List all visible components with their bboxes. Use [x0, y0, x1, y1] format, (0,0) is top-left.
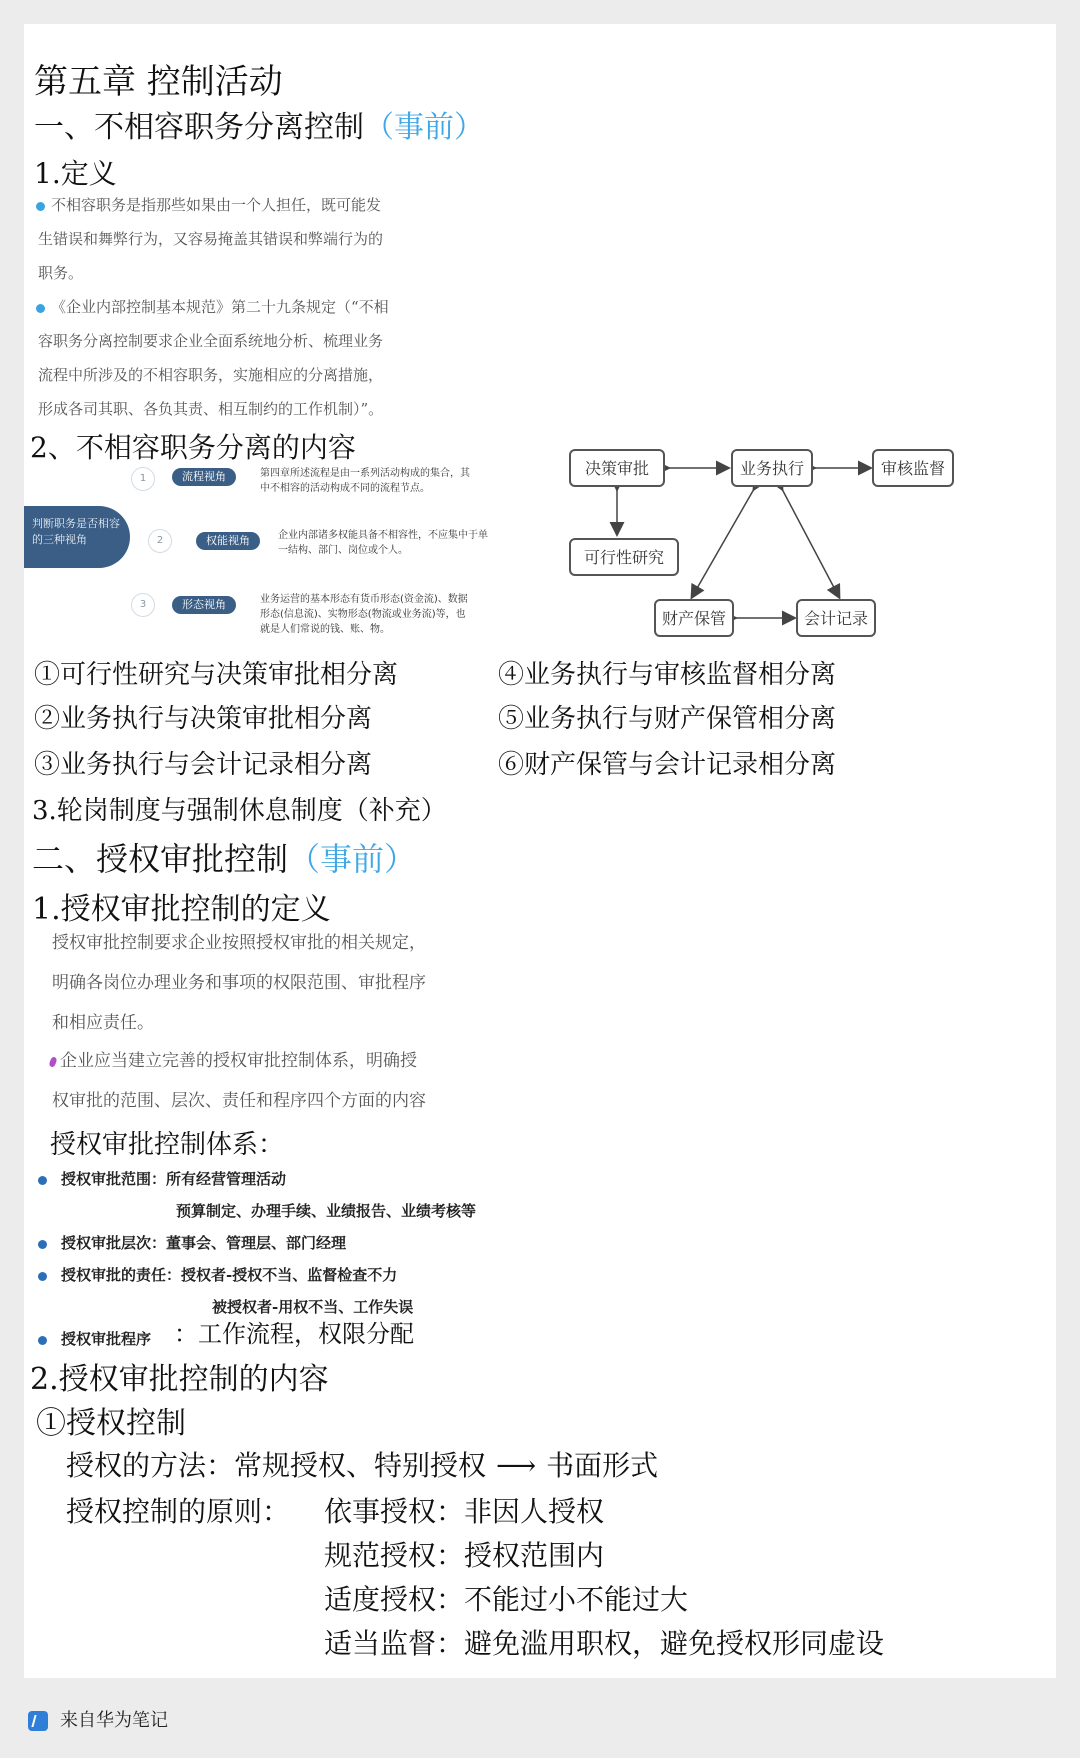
definition-line: 生错误和舞弊行为，又容易掩盖其错误和弊端行为的 [38, 230, 384, 248]
section2-tag: （事前） [288, 840, 417, 878]
box-decision: 决策审批 [569, 449, 665, 487]
section2-heading [32, 834, 416, 880]
system-item: 授权审批程序 [38, 1328, 151, 1349]
chapter-title: 第五章 控制活动 [34, 62, 283, 102]
auth-methods-result: 书面形式 [546, 1449, 659, 1482]
perspective-label: 形态视角 [172, 596, 236, 614]
bullet-dot-icon [36, 304, 45, 313]
auth-methods: 授权的方法：常规授权、特别授权 ⟶ 书面形式 [66, 1449, 659, 1482]
diagram-arrow [782, 489, 839, 597]
perspective-desc: 企业内部诸多权能具备不相容性，不应集中于单一结构、部门、岗位或个人。 [278, 530, 488, 556]
section1-heading [34, 102, 484, 146]
auth-def-heading: 1.授权审批控制的定义 [32, 892, 331, 927]
system-item: 授权审批层次：董事会、管理层、部门经理 [38, 1232, 346, 1253]
system-item-sub: 被授权者-用权不当、工作失误 [212, 1298, 414, 1316]
definition-heading: 1.定义 [34, 157, 117, 190]
definition-line: 职务。 [38, 264, 84, 282]
perspective-desc: 业务运营的基本形态有货币形态(资金流)、数据形态(信息流)、实物形态(物流或业务流)等，也就是人们常说的钱、账、物。 [260, 594, 468, 635]
separation-item: ④业务执行与审核监督相分离 [498, 660, 837, 690]
system-item-sub: 预算制定、办理手续、业绩报告、业绩考核等 [176, 1202, 477, 1220]
box-feasibility: 可行性研究 [569, 538, 679, 576]
section2-title: 二、授权审批控制 [32, 840, 289, 878]
bullet-dot-icon [48, 1056, 57, 1067]
box-accounting: 会计记录 [796, 599, 876, 637]
content-heading: 2、不相容职务分离的内容 [30, 431, 356, 464]
separation-item: ①可行性研究与决策审批相分离 [34, 660, 399, 690]
principle-item: 适度授权：不能过小不能过大 [324, 1583, 689, 1616]
program-note: ：工作流程，权限分配 [174, 1320, 414, 1348]
separation-item: ⑤业务执行与财产保管相分离 [498, 704, 837, 734]
separation-item: ⑥财产保管与会计记录相分离 [498, 750, 837, 780]
perspective-desc: 第四章所述流程是由一系列活动构成的集合，其中不相容的活动构成不同的流程节点。 [260, 468, 470, 494]
auth-def-line: 权审批的范围、层次、责任和程序四个方面的内容 [52, 1091, 426, 1111]
footer-source [28, 1706, 168, 1732]
system-item: 授权审批的责任：授权者-授权不当、监督检查不力 [38, 1264, 397, 1285]
perspective-label: 流程视角 [172, 468, 236, 486]
principles-label: 授权控制的原则： [66, 1495, 291, 1528]
diagram-arrow [692, 489, 754, 597]
auth-control-heading: ①授权控制 [36, 1406, 186, 1441]
footer-text: 来自华为笔记 [60, 1710, 168, 1731]
bullet-dot-icon [38, 1272, 47, 1281]
bullet-dot-icon [38, 1336, 47, 1345]
perspective-main-label: 判断职务是否相容的三种视角 [24, 506, 130, 568]
definition-line: 流程中所涉及的不相容职务，实施相应的分离措施， [38, 366, 384, 384]
section1-title: 一、不相容职务分离控制 [34, 110, 364, 145]
principle-item: 适当监督：避免滥用职权，避免授权形同虚设 [324, 1627, 885, 1660]
box-custody: 财产保管 [654, 599, 734, 637]
perspective-number: 3 [131, 593, 155, 617]
principle-item: 规范授权：授权范围内 [324, 1539, 605, 1572]
auth-def-line: 明确各岗位办理业务和事项的权限范围、审批程序 [52, 973, 426, 993]
bullet-dot-icon [38, 1176, 47, 1185]
bullet-dot-icon [38, 1240, 47, 1249]
definition-line: 《企业内部控制基本规范》第二十九条规定（“不相 [36, 296, 389, 317]
definition-line: 形成各司其职、各负其责、相互制约的工作机制）”。 [38, 400, 384, 418]
auth-def-line: 和相应责任。 [52, 1013, 154, 1033]
perspective-number: 2 [148, 529, 172, 553]
separation-item: ②业务执行与决策审批相分离 [34, 704, 373, 734]
content2-heading: 2.授权审批控制的内容 [30, 1362, 329, 1397]
rotation-heading: 3.轮岗制度与强制休息制度（补充） [32, 796, 447, 826]
note-page [24, 24, 1056, 1678]
bullet-dot-icon [36, 202, 45, 211]
definition-line: 不相容职务是指那些如果由一个人担任，既可能发 [36, 194, 381, 215]
box-execution: 业务执行 [731, 449, 813, 487]
system-heading: 授权审批控制体系： [50, 1130, 285, 1160]
arrow-right-icon: ⟶ [496, 1449, 537, 1482]
separation-item: ③业务执行与会计记录相分离 [34, 750, 373, 780]
perspective-label: 权能视角 [196, 532, 260, 550]
definition-line: 容职务分离控制要求企业全面系统地分析、梳理业务 [38, 332, 384, 350]
huawei-notes-icon [28, 1711, 48, 1731]
perspective-number: 1 [131, 467, 155, 491]
auth-def-line: 授权审批控制要求企业按照授权审批的相关规定， [52, 933, 426, 953]
section1-tag: （事前） [364, 110, 484, 145]
principle-item: 依事授权：非因人授权 [324, 1495, 605, 1528]
system-item: 授权审批范围：所有经营管理活动 [38, 1168, 286, 1189]
box-audit: 审核监督 [872, 449, 954, 487]
auth-def-line: 企业应当建立完善的授权审批控制体系，明确授 [50, 1046, 417, 1071]
